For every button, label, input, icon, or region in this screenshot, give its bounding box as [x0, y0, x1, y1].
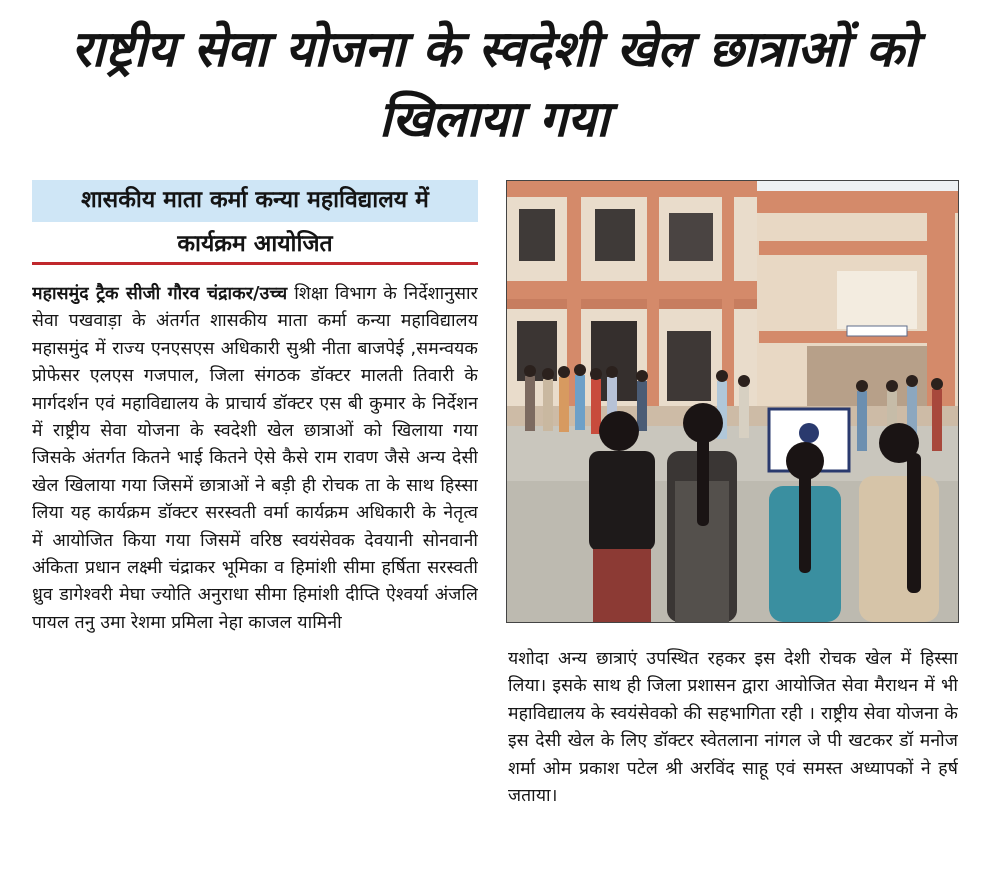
subheadline-rule: [32, 262, 478, 265]
event-photo: [506, 180, 959, 623]
subheadline-line1: शासकीय माता कर्मा कन्या महाविद्यालय में: [32, 180, 478, 222]
article-body-left: शिक्षा विभाग के निर्देशानुसार सेवा पखवाड़ा के अंतर्गत शासकीय माता कर्मा कन्या महाविद्यालय महासमुंद में राज्य एनएसएस अधिकारी सुश्री नीता बाजपेई ,समन्वयक प्रोफेसर एलएस गजपाल, जिला संगठक डॉक्टर मालती तिवारी के मार्गदर्शन एवं महाविद्यालय के प्राचार्य डॉक्टर एस बी कुमार के निर्देशन में राष्ट्रीय सेवा योजना के स्वदेशी खेल छात्राओं को खिलाया गया जिसके अंतर्गत कितने भाई कितने ऐसे कैसे राम रावण जैसे अन्य देसी खेल खिलाया गया जिसमें छात्राओं ने बड़ी ही रोचक ता के साथ हिस्सा लिया यह कार्यक्रम डॉक्टर सरस्वती वर्मा कार्यक्रम अधिकारी के नेतृत्व में आयोजित किया गया जिसमें वरिष्ठ स्वयंसेवक देवयानी सोनवानी अंकिता प्रधान लक्ष्मी चंद्राकर भूमिका व हिमांशी सीमा हर्षिता सरस्वती ध्रुव डागेश्वरी मेघा ज्योति अनुराधा सीमा हिमांशी दीप्ति ऐश्वर्या अंजलि पायल तनु उमा रेशमा प्रमिला नेहा काजल यामिनी: [32, 284, 478, 633]
article-byline: महासमुंद ट्रैक सीजी गौरव चंद्राकर/उच्च: [32, 284, 288, 304]
article-body-right: यशोदा अन्य छात्राएं उपस्थित रहकर इस देशी रोचक खेल में हिस्सा लिया। इसके साथ ही जिला प्रशासन द्वारा आयोजित सेवा मैराथन में भी महाविद्यालय के स्वयंसेवको की सहभागिता रही । राष्ट्रीय सेवा योजना के इस देसी खेल के लिए डॉक्टर स्वेतलाना नांगल जे पी खटकर डॉ मनोज शर्मा ओम प्रकाश पटेल श्री अरविंद साहू एवं समस्त अध्यापकों ने हर्ष जताया।: [508, 649, 958, 807]
article-column-right: [508, 646, 958, 871]
subheadline: [32, 180, 478, 264]
subheadline-line2: कार्यक्रम आयोजित: [177, 231, 333, 257]
headline: राष्ट्रीय सेवा योजना के स्वदेशी खेल छात्राओं को खिलाया गया: [71, 20, 917, 148]
article-column-left: [32, 281, 478, 871]
